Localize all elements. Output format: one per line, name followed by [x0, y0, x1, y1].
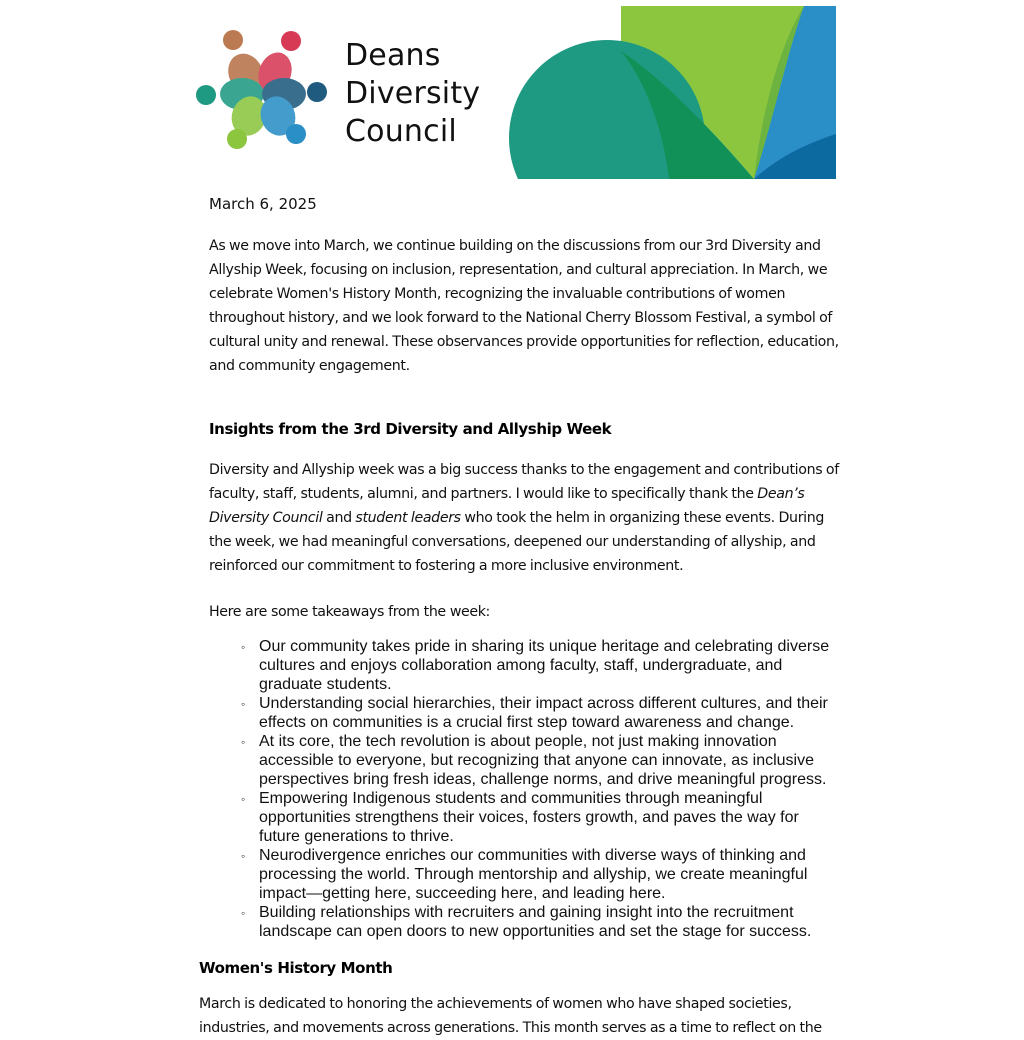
list-item — [241, 846, 839, 903]
bullet-circle-icon: ◦ — [241, 640, 246, 654]
newsletter-date: March 6, 2025 — [209, 195, 317, 213]
list-item — [241, 694, 839, 732]
takeaway-text: Our community takes pride in sharing its unique heritage and celebrating diverse cultures and enjoys collaboration among faculty, staff, undergraduate, and graduate students. — [259, 638, 830, 693]
takeaway-text: Neurodivergence enriches our communities with diverse ways of thinking and processing the world. Through mentorship and allyship, we create meaningful impact—getting here, succeeding here, and leading here. — [259, 847, 808, 902]
list-item — [241, 903, 839, 941]
logo-line: Deans — [345, 38, 441, 73]
logo-wordmark — [345, 37, 480, 151]
bullet-circle-icon: ◦ — [241, 697, 246, 711]
intro-paragraph: As we move into March, we continue building on the discussions from our 3rd Diversity and Allyship Week, focusing on inclusion, representation, and cultural appreciation. In March, we celebrate Women's History Month, recognizing the invaluable contributions of women throughout history, and we look forward to the National Cherry Blossom Festival, a symbol of cultural unity and renewal. These observances provide opportunities for reflection, education, and community engagement. — [209, 238, 839, 374]
bullet-circle-icon: ◦ — [241, 849, 246, 863]
takeaway-text: Empowering Indigenous students and communities through meaningful opportunities strengthens their voices, fosters growth, and paves the way for future generations to thrive. — [259, 790, 799, 845]
bullet-circle-icon: ◦ — [241, 906, 246, 920]
womens-history-paragraph: March is dedicated to honoring the achievements of women who have shaped societies, industries, and movements across generations. This month serves as a time to reflect on the — [199, 996, 822, 1036]
insights-text: who took the helm in organizing these events. During the week, we had meaningful conversations, deepened our understanding of allyship, and reinforced our commitment to fostering a more inclusive environment. — [209, 510, 825, 574]
insights-text: Diversity and Allyship week was a big success thanks to the engagement and contributions of faculty, staff, students, alumni, and partners. I would like to specifically thank the — [209, 462, 839, 502]
takeaway-text: At its core, the tech revolution is about people, not just making innovation accessible to everyone, but recognizing that anyone can innovate, as inclusive perspectives bring fresh ideas, challenge norms, and drive meaningful progress. — [259, 733, 827, 788]
insights-text: and — [322, 510, 356, 526]
insights-heading: Insights from the 3rd Diversity and Allyship Week — [209, 420, 612, 438]
flower-people-logo-icon — [194, 26, 330, 156]
bullet-circle-icon: ◦ — [241, 792, 246, 806]
takeaway-text: Understanding social hierarchies, their impact across different cultures, and their effects on communities is a crucial first step toward awareness and change. — [259, 695, 828, 731]
womens-history-heading: Women's History Month — [199, 959, 393, 977]
list-item — [241, 789, 839, 846]
decorative-petals-art — [499, 6, 836, 179]
deans-diversity-council-mention: Dean’s Diversity Council — [209, 486, 805, 526]
logo-line: Diversity — [345, 76, 481, 111]
logo-line: Council — [345, 114, 457, 149]
takeaways-intro: Here are some takeaways from the week: — [209, 604, 490, 620]
list-item — [241, 637, 839, 694]
takeaways-list — [241, 637, 839, 941]
list-item — [241, 732, 839, 789]
insights-paragraph — [209, 458, 839, 578]
student-leaders-mention: student leaders — [355, 510, 461, 526]
header-banner — [190, 6, 836, 179]
takeaway-text: Building relationships with recruiters and gaining insight into the recruitment landscape can open doors to new opportunities and set the stage for success. — [259, 904, 812, 940]
bullet-circle-icon: ◦ — [241, 735, 246, 749]
